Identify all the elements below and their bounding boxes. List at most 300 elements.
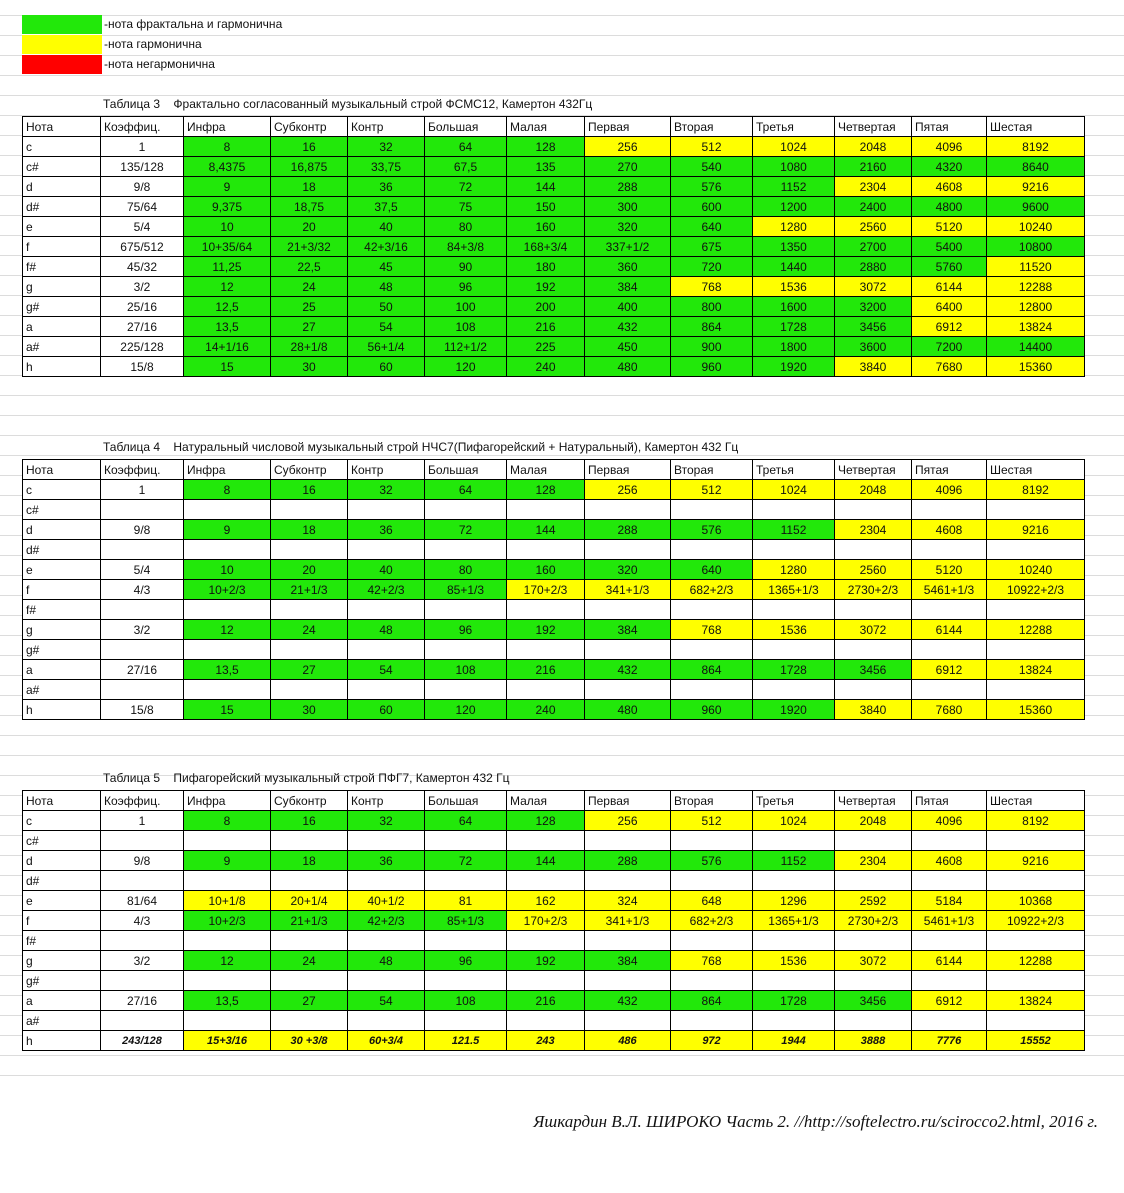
frequency-cell: 384 bbox=[585, 620, 671, 640]
frequency-cell: 5461+1/3 bbox=[912, 911, 987, 931]
frequency-cell: 27 bbox=[271, 317, 348, 337]
frequency-cell: 450 bbox=[585, 337, 671, 357]
frequency-cell: 56+1/4 bbox=[348, 337, 425, 357]
frequency-cell bbox=[184, 1011, 271, 1031]
frequency-cell: 54 bbox=[348, 991, 425, 1011]
frequency-cell: 144 bbox=[507, 520, 585, 540]
frequency-cell bbox=[912, 831, 987, 851]
frequency-cell bbox=[271, 831, 348, 851]
frequency-cell: 512 bbox=[671, 480, 753, 500]
table-row bbox=[23, 317, 1085, 337]
frequency-cell: 3840 bbox=[835, 357, 912, 377]
frequency-cell bbox=[835, 831, 912, 851]
frequency-cell bbox=[671, 680, 753, 700]
frequency-cell: 54 bbox=[348, 660, 425, 680]
legend-item bbox=[22, 34, 282, 54]
table-5 bbox=[22, 790, 1085, 1051]
coefficient-cell bbox=[101, 640, 184, 660]
table-row bbox=[23, 831, 1085, 851]
frequency-cell bbox=[425, 500, 507, 520]
frequency-cell: 3600 bbox=[835, 337, 912, 357]
frequency-cell: 15 bbox=[184, 700, 271, 720]
frequency-cell: 67,5 bbox=[425, 157, 507, 177]
frequency-cell bbox=[348, 540, 425, 560]
frequency-cell: 288 bbox=[585, 851, 671, 871]
frequency-cell: 1296 bbox=[753, 891, 835, 911]
table-row bbox=[23, 931, 1085, 951]
column-header: Инфра bbox=[184, 791, 271, 811]
frequency-cell bbox=[184, 640, 271, 660]
frequency-cell: 6912 bbox=[912, 991, 987, 1011]
frequency-cell: 576 bbox=[671, 520, 753, 540]
table-row bbox=[23, 480, 1085, 500]
frequency-cell: 1728 bbox=[753, 991, 835, 1011]
frequency-cell: 4096 bbox=[912, 811, 987, 831]
table-row bbox=[23, 600, 1085, 620]
frequency-cell: 8192 bbox=[987, 137, 1085, 157]
column-header: Вторая bbox=[671, 791, 753, 811]
table-row bbox=[23, 520, 1085, 540]
table-4 bbox=[22, 459, 1085, 720]
column-header: Пятая bbox=[912, 460, 987, 480]
frequency-cell bbox=[912, 600, 987, 620]
frequency-cell: 40 bbox=[348, 560, 425, 580]
frequency-cell: 6912 bbox=[912, 317, 987, 337]
frequency-cell bbox=[753, 600, 835, 620]
frequency-cell: 768 bbox=[671, 951, 753, 971]
frequency-cell: 10+2/3 bbox=[184, 911, 271, 931]
frequency-cell bbox=[585, 540, 671, 560]
coefficient-cell bbox=[101, 680, 184, 700]
frequency-cell: 64 bbox=[425, 480, 507, 500]
table-row bbox=[23, 197, 1085, 217]
frequency-cell bbox=[271, 540, 348, 560]
frequency-cell: 3456 bbox=[835, 317, 912, 337]
frequency-cell bbox=[425, 831, 507, 851]
frequency-cell bbox=[425, 540, 507, 560]
header-row bbox=[23, 460, 1085, 480]
frequency-cell: 1350 bbox=[753, 237, 835, 257]
frequency-cell bbox=[271, 931, 348, 951]
frequency-cell bbox=[835, 871, 912, 891]
frequency-cell: 8192 bbox=[987, 811, 1085, 831]
frequency-cell: 12800 bbox=[987, 297, 1085, 317]
frequency-cell: 1728 bbox=[753, 660, 835, 680]
frequency-cell: 36 bbox=[348, 177, 425, 197]
column-header: Нота bbox=[23, 791, 101, 811]
frequency-cell bbox=[507, 500, 585, 520]
frequency-cell: 682+2/3 bbox=[671, 911, 753, 931]
frequency-cell: 384 bbox=[585, 951, 671, 971]
frequency-cell: 1440 bbox=[753, 257, 835, 277]
frequency-cell: 320 bbox=[585, 560, 671, 580]
note-cell: d# bbox=[23, 871, 101, 891]
coefficient-cell: 3/2 bbox=[101, 951, 184, 971]
note-cell: e bbox=[23, 891, 101, 911]
frequency-cell: 21+1/3 bbox=[271, 580, 348, 600]
frequency-cell: 1365+1/3 bbox=[753, 911, 835, 931]
note-cell: g# bbox=[23, 640, 101, 660]
frequency-cell: 270 bbox=[585, 157, 671, 177]
frequency-cell: 192 bbox=[507, 277, 585, 297]
coefficient-cell: 45/32 bbox=[101, 257, 184, 277]
note-cell: f# bbox=[23, 600, 101, 620]
frequency-cell: 768 bbox=[671, 277, 753, 297]
column-header: Четвертая bbox=[835, 117, 912, 137]
frequency-cell: 13824 bbox=[987, 991, 1085, 1011]
frequency-cell: 192 bbox=[507, 951, 585, 971]
frequency-cell: 42+3/16 bbox=[348, 237, 425, 257]
column-header: Пятая bbox=[912, 791, 987, 811]
frequency-cell: 90 bbox=[425, 257, 507, 277]
frequency-cell: 36 bbox=[348, 851, 425, 871]
coefficient-cell: 1 bbox=[101, 811, 184, 831]
frequency-cell bbox=[835, 931, 912, 951]
frequency-cell bbox=[184, 871, 271, 891]
table-5-caption: Таблица 5 Пифагорейский музыкальный строй ПФГ7, Камертон 432 Гц bbox=[103, 771, 510, 785]
column-header: Контр bbox=[348, 117, 425, 137]
frequency-cell: 512 bbox=[671, 137, 753, 157]
frequency-cell: 576 bbox=[671, 177, 753, 197]
frequency-cell: 84+3/8 bbox=[425, 237, 507, 257]
frequency-cell bbox=[425, 871, 507, 891]
frequency-cell: 12288 bbox=[987, 277, 1085, 297]
frequency-cell bbox=[835, 680, 912, 700]
table-row bbox=[23, 297, 1085, 317]
frequency-cell: 40+1/2 bbox=[348, 891, 425, 911]
note-cell: h bbox=[23, 1031, 101, 1051]
frequency-cell: 50 bbox=[348, 297, 425, 317]
frequency-cell bbox=[835, 500, 912, 520]
coefficient-cell: 75/64 bbox=[101, 197, 184, 217]
frequency-cell: 170+2/3 bbox=[507, 911, 585, 931]
frequency-cell: 1365+1/3 bbox=[753, 580, 835, 600]
coefficient-cell: 27/16 bbox=[101, 317, 184, 337]
frequency-cell: 128 bbox=[507, 811, 585, 831]
frequency-cell bbox=[184, 600, 271, 620]
frequency-cell bbox=[271, 871, 348, 891]
note-cell: c bbox=[23, 480, 101, 500]
frequency-cell bbox=[753, 680, 835, 700]
frequency-cell bbox=[348, 871, 425, 891]
coefficient-cell: 4/3 bbox=[101, 580, 184, 600]
coefficient-cell: 15/8 bbox=[101, 700, 184, 720]
frequency-cell bbox=[184, 931, 271, 951]
frequency-cell: 14400 bbox=[987, 337, 1085, 357]
frequency-cell bbox=[671, 931, 753, 951]
table-row bbox=[23, 620, 1085, 640]
frequency-cell: 72 bbox=[425, 520, 507, 540]
frequency-cell: 1280 bbox=[753, 560, 835, 580]
column-header: Контр bbox=[348, 791, 425, 811]
frequency-cell: 240 bbox=[507, 357, 585, 377]
column-header: Третья bbox=[753, 460, 835, 480]
frequency-cell bbox=[585, 640, 671, 660]
frequency-cell: 1920 bbox=[753, 700, 835, 720]
frequency-cell: 5400 bbox=[912, 237, 987, 257]
frequency-cell: 10922+2/3 bbox=[987, 911, 1085, 931]
frequency-cell: 81 bbox=[425, 891, 507, 911]
frequency-cell bbox=[753, 971, 835, 991]
coefficient-cell: 4/3 bbox=[101, 911, 184, 931]
column-header: Большая bbox=[425, 791, 507, 811]
frequency-cell: 15552 bbox=[987, 1031, 1085, 1051]
frequency-cell: 5120 bbox=[912, 217, 987, 237]
frequency-cell: 5461+1/3 bbox=[912, 580, 987, 600]
frequency-cell: 1536 bbox=[753, 951, 835, 971]
frequency-cell: 800 bbox=[671, 297, 753, 317]
frequency-cell bbox=[912, 931, 987, 951]
coefficient-cell: 9/8 bbox=[101, 177, 184, 197]
frequency-cell: 16 bbox=[271, 137, 348, 157]
note-cell: a bbox=[23, 317, 101, 337]
column-header: Субконтр bbox=[271, 460, 348, 480]
frequency-cell: 40 bbox=[348, 217, 425, 237]
frequency-cell bbox=[348, 831, 425, 851]
frequency-cell: 162 bbox=[507, 891, 585, 911]
frequency-cell: 108 bbox=[425, 317, 507, 337]
frequency-cell: 432 bbox=[585, 660, 671, 680]
frequency-cell: 11,25 bbox=[184, 257, 271, 277]
frequency-cell bbox=[425, 931, 507, 951]
frequency-cell: 10800 bbox=[987, 237, 1085, 257]
frequency-cell: 8,4375 bbox=[184, 157, 271, 177]
frequency-cell: 75 bbox=[425, 197, 507, 217]
frequency-cell: 30 +3/8 bbox=[271, 1031, 348, 1051]
frequency-cell: 12288 bbox=[987, 951, 1085, 971]
legend-swatch-red bbox=[22, 55, 102, 74]
frequency-cell: 384 bbox=[585, 277, 671, 297]
frequency-cell: 144 bbox=[507, 177, 585, 197]
frequency-cell: 2730+2/3 bbox=[835, 580, 912, 600]
column-header: Шестая bbox=[987, 117, 1085, 137]
frequency-cell: 648 bbox=[671, 891, 753, 911]
frequency-cell: 2304 bbox=[835, 851, 912, 871]
frequency-cell: 1920 bbox=[753, 357, 835, 377]
frequency-cell: 640 bbox=[671, 560, 753, 580]
frequency-cell: 42+2/3 bbox=[348, 911, 425, 931]
frequency-cell bbox=[987, 540, 1085, 560]
frequency-cell: 1600 bbox=[753, 297, 835, 317]
frequency-cell: 60 bbox=[348, 357, 425, 377]
frequency-cell bbox=[425, 640, 507, 660]
frequency-cell: 96 bbox=[425, 620, 507, 640]
frequency-cell bbox=[425, 1011, 507, 1031]
frequency-cell: 18 bbox=[271, 851, 348, 871]
frequency-cell bbox=[987, 871, 1085, 891]
frequency-cell bbox=[425, 600, 507, 620]
coefficient-cell: 27/16 bbox=[101, 991, 184, 1011]
frequency-cell bbox=[271, 500, 348, 520]
frequency-cell: 1944 bbox=[753, 1031, 835, 1051]
frequency-cell bbox=[184, 680, 271, 700]
frequency-cell bbox=[671, 871, 753, 891]
note-cell: h bbox=[23, 700, 101, 720]
frequency-cell: 432 bbox=[585, 991, 671, 1011]
coefficient-cell bbox=[101, 500, 184, 520]
note-cell: h bbox=[23, 357, 101, 377]
frequency-cell bbox=[987, 931, 1085, 951]
frequency-cell: 480 bbox=[585, 700, 671, 720]
frequency-cell: 5120 bbox=[912, 560, 987, 580]
frequency-cell: 864 bbox=[671, 991, 753, 1011]
frequency-cell bbox=[507, 931, 585, 951]
frequency-cell bbox=[835, 1011, 912, 1031]
frequency-cell: 13,5 bbox=[184, 660, 271, 680]
note-cell: e bbox=[23, 217, 101, 237]
frequency-cell bbox=[507, 680, 585, 700]
frequency-cell bbox=[507, 831, 585, 851]
frequency-cell: 2048 bbox=[835, 480, 912, 500]
color-legend bbox=[22, 14, 282, 74]
frequency-cell: 2048 bbox=[835, 811, 912, 831]
legend-text: -нота фрактальна и гармонична bbox=[104, 17, 283, 31]
frequency-cell: 5184 bbox=[912, 891, 987, 911]
note-cell: d bbox=[23, 520, 101, 540]
frequency-cell: 18,75 bbox=[271, 197, 348, 217]
frequency-cell bbox=[507, 871, 585, 891]
frequency-cell: 8640 bbox=[987, 157, 1085, 177]
frequency-cell: 24 bbox=[271, 951, 348, 971]
frequency-cell: 12 bbox=[184, 951, 271, 971]
frequency-cell: 160 bbox=[507, 560, 585, 580]
frequency-cell: 2160 bbox=[835, 157, 912, 177]
frequency-cell: 13824 bbox=[987, 660, 1085, 680]
frequency-cell: 18 bbox=[271, 520, 348, 540]
table-row bbox=[23, 700, 1085, 720]
frequency-cell: 4096 bbox=[912, 480, 987, 500]
coefficient-cell bbox=[101, 871, 184, 891]
frequency-cell: 180 bbox=[507, 257, 585, 277]
frequency-cell: 972 bbox=[671, 1031, 753, 1051]
frequency-cell bbox=[585, 1011, 671, 1031]
frequency-cell: 112+1/2 bbox=[425, 337, 507, 357]
frequency-cell: 4608 bbox=[912, 177, 987, 197]
frequency-cell: 21+3/32 bbox=[271, 237, 348, 257]
frequency-cell: 20 bbox=[271, 217, 348, 237]
frequency-cell bbox=[348, 1011, 425, 1031]
frequency-cell: 3200 bbox=[835, 297, 912, 317]
header-row bbox=[23, 117, 1085, 137]
note-cell: g# bbox=[23, 297, 101, 317]
coefficient-cell bbox=[101, 831, 184, 851]
column-header: Нота bbox=[23, 117, 101, 137]
column-header: Коэффиц. bbox=[101, 117, 184, 137]
coefficient-cell bbox=[101, 540, 184, 560]
frequency-cell: 3840 bbox=[835, 700, 912, 720]
frequency-cell: 144 bbox=[507, 851, 585, 871]
frequency-cell: 900 bbox=[671, 337, 753, 357]
column-header: Вторая bbox=[671, 117, 753, 137]
frequency-cell bbox=[425, 680, 507, 700]
frequency-cell: 576 bbox=[671, 851, 753, 871]
table-row bbox=[23, 560, 1085, 580]
note-cell: d# bbox=[23, 540, 101, 560]
coefficient-cell: 1 bbox=[101, 137, 184, 157]
frequency-cell bbox=[425, 971, 507, 991]
note-cell: a bbox=[23, 660, 101, 680]
frequency-cell: 9,375 bbox=[184, 197, 271, 217]
coefficient-cell: 9/8 bbox=[101, 851, 184, 871]
table-3 bbox=[22, 116, 1085, 377]
frequency-cell: 8 bbox=[184, 811, 271, 831]
frequency-cell: 7776 bbox=[912, 1031, 987, 1051]
source-citation: Яшкардин В.Л. ШИРОКО Часть 2. //http://softelectro.ru/scirocco2.html, 2016 г. bbox=[533, 1112, 1098, 1131]
frequency-cell: 36 bbox=[348, 520, 425, 540]
frequency-cell: 85+1/3 bbox=[425, 911, 507, 931]
frequency-cell: 168+3/4 bbox=[507, 237, 585, 257]
column-header: Третья bbox=[753, 117, 835, 137]
frequency-cell: 512 bbox=[671, 811, 753, 831]
frequency-cell bbox=[987, 680, 1085, 700]
frequency-cell: 6144 bbox=[912, 951, 987, 971]
frequency-cell: 10+1/8 bbox=[184, 891, 271, 911]
frequency-cell: 1024 bbox=[753, 811, 835, 831]
frequency-cell: 9 bbox=[184, 851, 271, 871]
frequency-cell: 13,5 bbox=[184, 991, 271, 1011]
coefficient-cell: 25/16 bbox=[101, 297, 184, 317]
frequency-cell: 150 bbox=[507, 197, 585, 217]
column-header: Малая bbox=[507, 460, 585, 480]
frequency-cell: 768 bbox=[671, 620, 753, 640]
frequency-cell: 11520 bbox=[987, 257, 1085, 277]
table-row bbox=[23, 951, 1085, 971]
frequency-cell bbox=[507, 540, 585, 560]
coefficient-cell bbox=[101, 931, 184, 951]
frequency-cell bbox=[671, 640, 753, 660]
frequency-cell bbox=[987, 971, 1085, 991]
frequency-cell: 540 bbox=[671, 157, 753, 177]
frequency-cell bbox=[987, 600, 1085, 620]
frequency-cell: 3888 bbox=[835, 1031, 912, 1051]
frequency-cell: 160 bbox=[507, 217, 585, 237]
frequency-cell: 10240 bbox=[987, 217, 1085, 237]
frequency-cell: 960 bbox=[671, 357, 753, 377]
frequency-cell: 12,5 bbox=[184, 297, 271, 317]
frequency-cell: 3072 bbox=[835, 277, 912, 297]
frequency-cell bbox=[912, 680, 987, 700]
frequency-cell: 27 bbox=[271, 991, 348, 1011]
frequency-cell: 6144 bbox=[912, 277, 987, 297]
frequency-cell bbox=[348, 500, 425, 520]
frequency-cell: 9 bbox=[184, 177, 271, 197]
column-header: Инфра bbox=[184, 117, 271, 137]
frequency-cell: 18 bbox=[271, 177, 348, 197]
frequency-cell: 135 bbox=[507, 157, 585, 177]
frequency-cell: 216 bbox=[507, 317, 585, 337]
table-row bbox=[23, 237, 1085, 257]
frequency-cell: 5760 bbox=[912, 257, 987, 277]
note-cell: a bbox=[23, 991, 101, 1011]
frequency-cell: 720 bbox=[671, 257, 753, 277]
table-row bbox=[23, 580, 1085, 600]
note-cell: g# bbox=[23, 971, 101, 991]
frequency-cell: 337+1/2 bbox=[585, 237, 671, 257]
coefficient-cell bbox=[101, 971, 184, 991]
table-row bbox=[23, 337, 1085, 357]
table-row bbox=[23, 851, 1085, 871]
frequency-cell: 225 bbox=[507, 337, 585, 357]
frequency-cell: 64 bbox=[425, 137, 507, 157]
legend-swatch-yellow bbox=[22, 35, 102, 54]
frequency-cell bbox=[271, 680, 348, 700]
frequency-cell: 108 bbox=[425, 660, 507, 680]
table-row bbox=[23, 137, 1085, 157]
column-header: Шестая bbox=[987, 791, 1085, 811]
table-row bbox=[23, 891, 1085, 911]
frequency-cell: 1800 bbox=[753, 337, 835, 357]
frequency-cell bbox=[987, 500, 1085, 520]
